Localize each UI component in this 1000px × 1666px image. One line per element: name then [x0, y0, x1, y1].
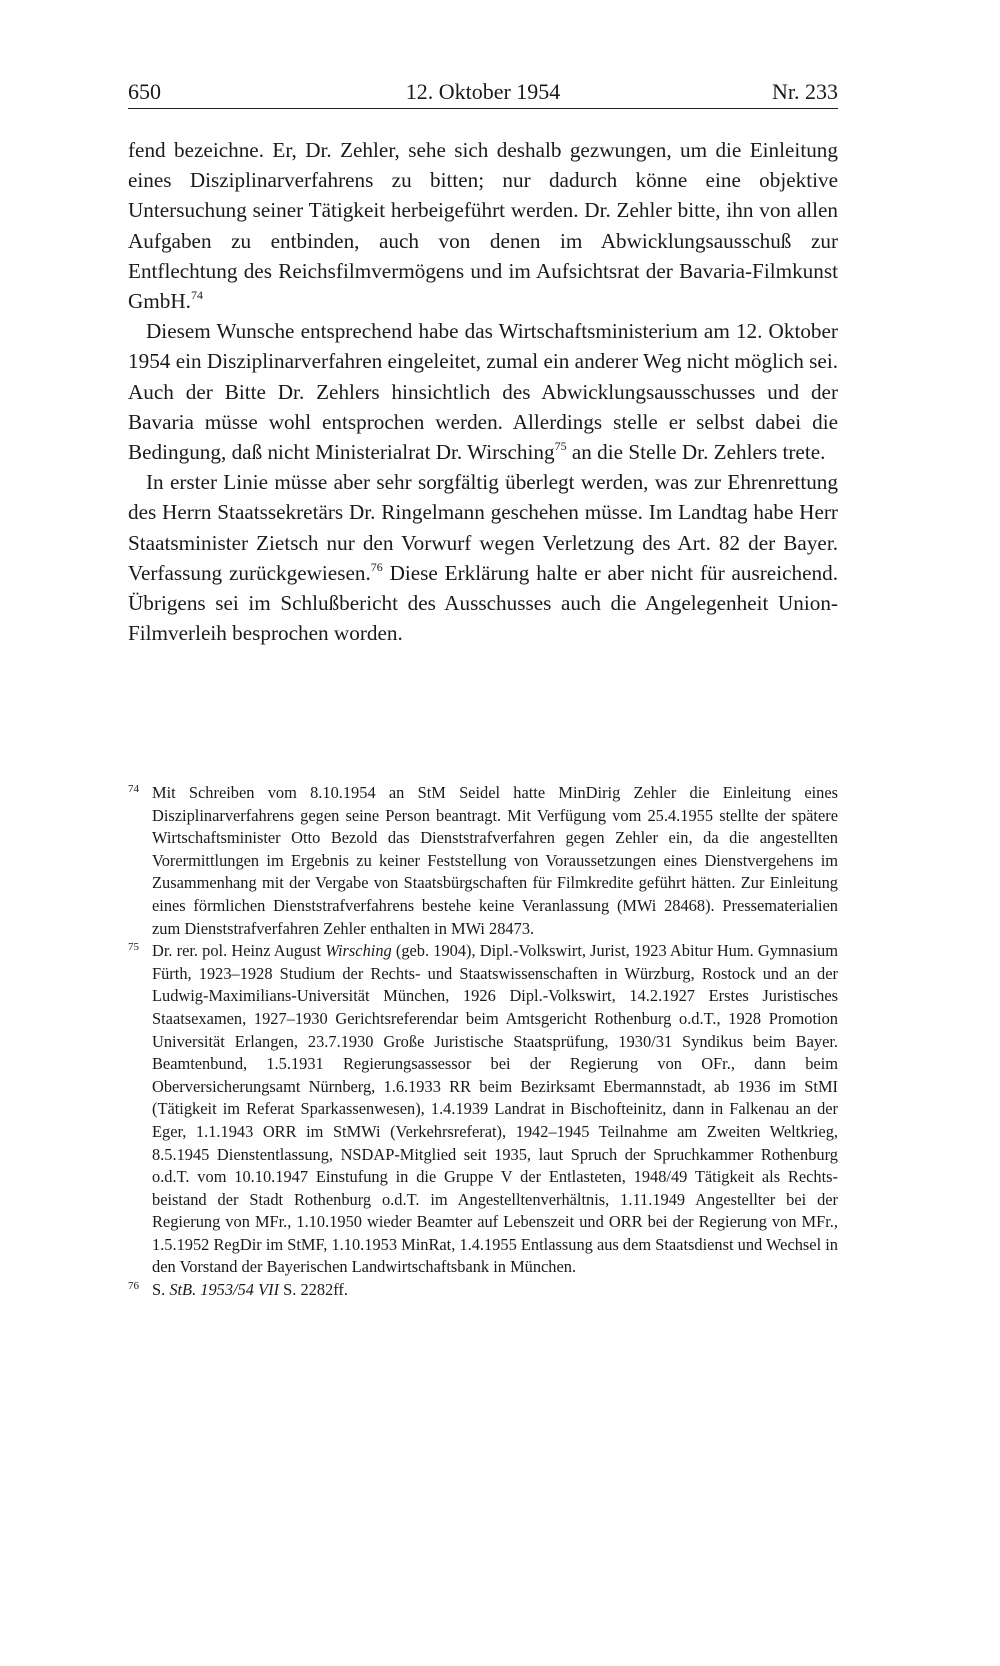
paragraph-3: [128, 467, 838, 648]
footnote-ref-74[interactable]: 74: [190, 288, 203, 303]
document-number: Nr. 233: [772, 79, 838, 104]
paragraph-text: In erster Linie müsse aber sehr sorgfältig überlegt werden, was zur Ehrenrettung des Herrn Staatssekretärs Dr. Ringelmann geschehen müsse. Im Landtag habe Herr Staatsminister Zietsch nur den Vorwurf wegen Verletzung des Art. 82 der Bayer. Verfassung zurückgewiesen.: [128, 470, 838, 585]
paragraph-text: Diesem Wunsche entsprechend habe das Wirtschaftsministerium am 12. Oktober 1954 ein Disziplinarverfahren eingeleitet, zumal ein anderer Weg nicht möglich sei. Auch der Bitte Dr. Zehlers hinsichtlich des Abwicklungsausschusses und der Bavaria müsse wohl entsprochen werden. Allerdings stelle er selbst dabei die Bedingung, daß nicht Ministerialrat Dr. Wirsching: [128, 319, 838, 465]
footnotes-section: [128, 782, 838, 1302]
paragraph-text: fend bezeichne. Er, Dr. Zehler, sehe sich deshalb gezwungen, um die Einleitung eines Disziplinarverfahrens zu bitten; nur dadurch könne eine objektive Untersuchung seiner Tätigkeit herbeigeführt werden. Dr. Zehler bitte, ihn von allen Aufgaben zu entbinden, auch von denen im Abwicklungsausschuß zur Entflechtung des Reichsfilmvermögens und im Aufsichtsrat der Bavaria-Filmkunst GmbH.: [128, 138, 838, 314]
footnote-text: Mit Schreiben vom 8.10.1954 an StM Seidel hatte MinDirig Zehler die Einleitung eines Disziplinarverfahrens gegen seine Person beantragt. Mit Verfügung vom 25.4.1955 stellte der spätere Wirtschaftsminister Otto Bezold das Dienststrafverfahren gegen Zehler ein, da die angestellten Vorermittlungen im Ergebnis zu keiner Feststellung von Voraussetzungen eines Dienstvergehens im Zusammenhang mit der Vergabe von Staatsbürgschaften für Filmkredite geführt hätten. Zur Einleitung eines förmlichen Dienststrafverfahrens bestehe keine Veranlassung (MWi 28468). Pressematerialien zum Dienststrafverfahren Zehler enthalten in MWi 28473.: [152, 783, 838, 938]
paragraph-2: [128, 316, 838, 467]
page-number: 650: [128, 79, 161, 104]
paragraph-text: an die Stelle Dr. Zehlers trete.: [566, 440, 826, 465]
footnote-ref-75[interactable]: 75: [554, 439, 567, 454]
footnote-number: 74: [128, 783, 139, 795]
footnote-number: 76: [128, 1280, 139, 1293]
footnote-76: [128, 1279, 838, 1302]
body-text: [128, 135, 838, 648]
footnote-person-name: Wirsching: [325, 941, 392, 961]
footnote-text: S.: [152, 1280, 170, 1300]
footnote-text: S. 2282ff.: [279, 1280, 348, 1300]
footnote-ref-76[interactable]: 76: [370, 559, 383, 574]
paragraph-text: Diese Erklärung halte er aber nicht für ausreichend. Übrigens sei im Schlußbericht des Ausschusses auch die Angelegenheit Union-Filmverleih besprochen worden.: [128, 560, 838, 646]
footnote-text: (geb. 1904), Dipl.-Volkswirt, Jurist, 1923 Abitur Hum. Gymnasium Fürth, 1923–1928 Studium der Rechts- und Staatswissenschaften in Würzburg, Rostock und an der Ludwig-Maximilians-Universität München, 1926 Dipl.-Volkswirt, 14.2.1927 Erstes Juristisches Staatsexamen, 1927–1930 Gerichtsreferendar beim Amtsgericht Rothenburg o.d.T., 1928 Promotion Universität Erlangen, 23.7.1930 Große Juristische Staatsprüfung, 1930/31 Syndikus beim Bayer. Beamtenbund, 1.5.1931 Regierungsassessor bei der Regierung von OFr., dann beim Oberversicherungsamt Nürnberg, 1.6.1933 RR beim Bezirksamt Ebermannstadt, ab 1936 im StMI (Tätigkeit im Referat Sparkassenwesen), 1.4.1939 Landrat in Bischofteinitz, dann in Falkenau an der Eger, 1.1.1943 ORR im StMWi (Verkehrsreferat), 1942–1945 Teilnahme am Zweiten Weltkrieg, 8.5.1945 Dienstentlassung, NSDAP-Mitglied seit 1935, laut Spruch der Spruchkammer Rothenburg o.d.T. vom 10.10.1947 Einstufung in die Gruppe V der Entlasteten, 1948/49 Tätigkeit als Rechtsbeistand der Stadt Rothenburg o.d.T. im Angestelltenverhältnis, 1.11.1949 Angestellter bei der Regierung von MFr., 1.10.1950 wieder Beamter auf Lebenszeit und ORR bei der Regierung von MFr., 1.5.1952 RegDir im StMF, 1.10.1953 MinRat, 1.4.1955 Entlassung aus dem Staatsdienst und Wechsel in den Vorstand der Bayerischen Landwirtschaftsbank in München.: [152, 941, 839, 1277]
footnote-number: 75: [128, 941, 139, 954]
header-date: 12. Oktober 1954: [405, 79, 561, 104]
paragraph-1: [128, 135, 838, 316]
footnote-source-title: StB. 1953/54 VII: [169, 1280, 280, 1300]
document-page: [128, 78, 838, 648]
footnote-74: [128, 782, 838, 940]
footnote-text: Dr. rer. pol. Heinz August: [152, 941, 326, 961]
footnote-75: [128, 940, 838, 1279]
running-header: [128, 78, 838, 109]
